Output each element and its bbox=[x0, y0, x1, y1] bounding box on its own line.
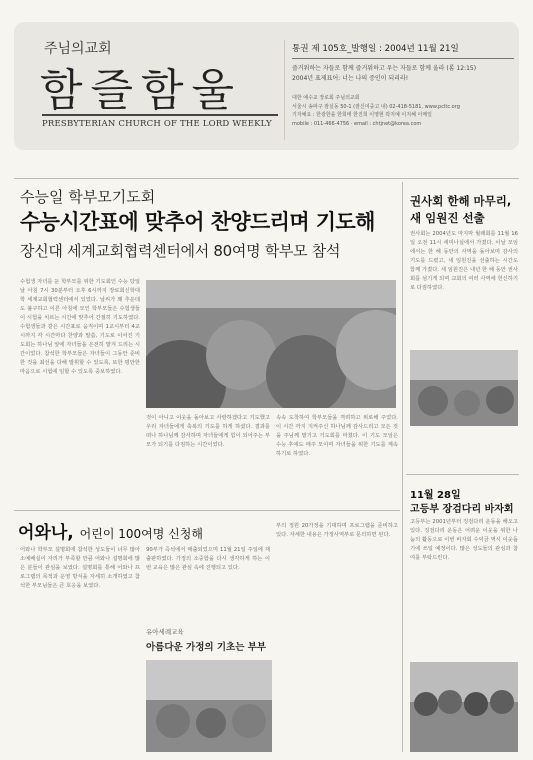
second-heading-main: 어와나, bbox=[18, 523, 74, 543]
paper-title: 함즐함울 bbox=[40, 65, 243, 116]
article-headline: 수능시간표에 맞추어 찬양드리며 기도해 bbox=[20, 210, 375, 234]
section-divider bbox=[14, 178, 519, 179]
second-article-column-1: 어와나 학부모 설명회에 참석한 성도들이 너무 많아 소예배실이 자리가 부족할 만큼 어와나 설명회에 많은 분들이 관심을 보였다. 설명회를 통해 어와나 프로그램의 목적과 운영 방식을 자세히 소개하였고 참석한 부모님들은 큰 호응을 보였다. bbox=[20, 547, 140, 589]
second-article-heading bbox=[18, 518, 203, 543]
verse-text bbox=[292, 64, 514, 84]
motto-line: 2004년 표제표어: 너는 나의 증인이 되리라! bbox=[292, 75, 409, 82]
sidebar-title: 권사회 한해 마무리, 새 임원진 선출 bbox=[410, 194, 512, 225]
deaconess-meeting-photo bbox=[410, 350, 518, 426]
article-column-1: 수험생 자녀를 둔 학부모를 위한 기도회인 수능 당일 날 아침 7시 30분부터 오후 6시까지 장로회신학대학 세계교회협력센터에서 있었다. 날씨가 꽤 추운데도 불구하고 이른 아침에 모인 학부모들은 수험생들이 시험을 치르는 시간에 맞추어 간절히 기도하였다. 수험생들과 같은 시간표로 움직이며 1교시부터 4교시까지 각 시간마다 찬양과 말씀, 기도로 이어진 기도회는 하나님 앞에 자녀들을 온전히 맡겨 드리는 시간이었다. 참석한 학부모들은 자녀들이 그동안 준비한 것을 최선을 다해 발휘할 수 있도록, 또한 평안한 마음으로 시험에 임할 수 있도록 중보하였다. bbox=[20, 279, 140, 375]
church-name: 주님의교회 bbox=[44, 41, 112, 57]
article-subhead: 장신대 세계교회협력센터에서 80여명 학부모 참석 bbox=[20, 242, 341, 260]
verse-line: 즐거워하는 자들로 함께 즐거워하고 우는 자들로 함께 울라 (롬 12:15) bbox=[292, 65, 477, 72]
column-divider bbox=[402, 182, 403, 752]
address-block bbox=[292, 94, 514, 128]
second-article-column-2: 90부가 즉석에서 매출되었으며 11월 21일 주일에 재출판하였다. 가정의 소중함을 다시 생각하게 하는 이번 교육은 많은 관심 속에 진행되고 있다. bbox=[146, 547, 270, 571]
address-line: 기자예요 : 한광한을 한희태 한진희 이영현 곽지예 이지혜 이메일 bbox=[292, 112, 432, 118]
second-article-column-3: 부의 정원 20가정을 기대하며 프로그램을 준비하고 있다. 자세한 내용은 가정사역부로 문의하면 된다. bbox=[276, 523, 398, 538]
photo-caption bbox=[146, 627, 272, 653]
second-heading-sub: 어린이 100여명 신청해 bbox=[79, 527, 203, 541]
event-date: 11월 28일 bbox=[410, 490, 461, 501]
section-divider bbox=[14, 510, 400, 511]
masthead-info bbox=[292, 42, 514, 128]
masthead bbox=[14, 22, 519, 150]
title-underline bbox=[42, 114, 278, 116]
sidebar-divider bbox=[406, 474, 519, 475]
sidebar-text: 권사회는 2004년도 마지막 월례회를 11월 16일 오전 11시 세미나실에서 가졌다. 이날 모임에서는 한 해 동안의 사역을 돌아보며 감사의 기도를 드렸고, 새 임원진을 선출하는 시간도 함께 가졌다. 새 임원진은 내년 한 해 동안 권사회를 섬기게 되며 교회의 여러 사역에 헌신하기로 다짐하였다. bbox=[410, 231, 518, 291]
address-line: 서울시 송파구 잠실동 50-1 (잠신여중고 내) 02-418-5181, www.pcltc.org bbox=[292, 103, 460, 110]
article-kicker: 수능일 학부모기도회 bbox=[20, 188, 156, 206]
address-line: 대한 예수교 장로회 주님의교회 bbox=[292, 95, 360, 101]
event-text: 고등부는 2001년부터 징검다리 운동을 해오고 있다. 징검다리 운동은 어려운 이웃을 위한 나눔의 활동으로 이번 바자회 수익금 역시 이웃돕기에 쓰일 예정이다. 많은 성도들의 관심과 참여를 부탁드린다. bbox=[410, 519, 518, 561]
event-title: 고등부 장검다리 바자회 bbox=[410, 504, 514, 515]
issue-line: 통권 제 105호_발행일 : 2004년 11월 21일 bbox=[292, 42, 514, 59]
article-column-2: 것이 아니고 이웃을 돌아보고 사랑하겠다고 기도했고 우리 자녀들에게 축복의 기도를 하게 하셨다. 결과를 떠나 하나님께 감사하며 자녀들에게 힘이 되어주는 부모가 되기를 다짐하는 시간이었다. bbox=[146, 415, 270, 448]
youth-group-photo bbox=[410, 662, 518, 752]
prayer-meeting-photo bbox=[146, 280, 396, 408]
address-line: mobile : 011-466-4756 · email : chtjnet@korea.com bbox=[292, 120, 422, 127]
family-class-photo bbox=[146, 660, 272, 752]
caption-label: 유아세례교육 bbox=[146, 628, 184, 636]
masthead-divider bbox=[284, 40, 285, 140]
english-title: PRESBYTERIAN CHURCH OF THE LORD WEEKLY bbox=[42, 119, 272, 129]
caption-title: 아름다운 가정의 기초는 부부 bbox=[146, 642, 267, 653]
article-column-3: 속속 도착하여 학부모들을 격려하고 위로해 주었다. 이 시간 까지 지켜주신 하나님께 감사드리고 모든 것을 주님께 맡기고 기도회를 마쳤다. 이 기도 모임은 수능 후에도 매주 모이며 자녀들을 위한 기도를 계속하기로 하였다. bbox=[276, 415, 398, 457]
